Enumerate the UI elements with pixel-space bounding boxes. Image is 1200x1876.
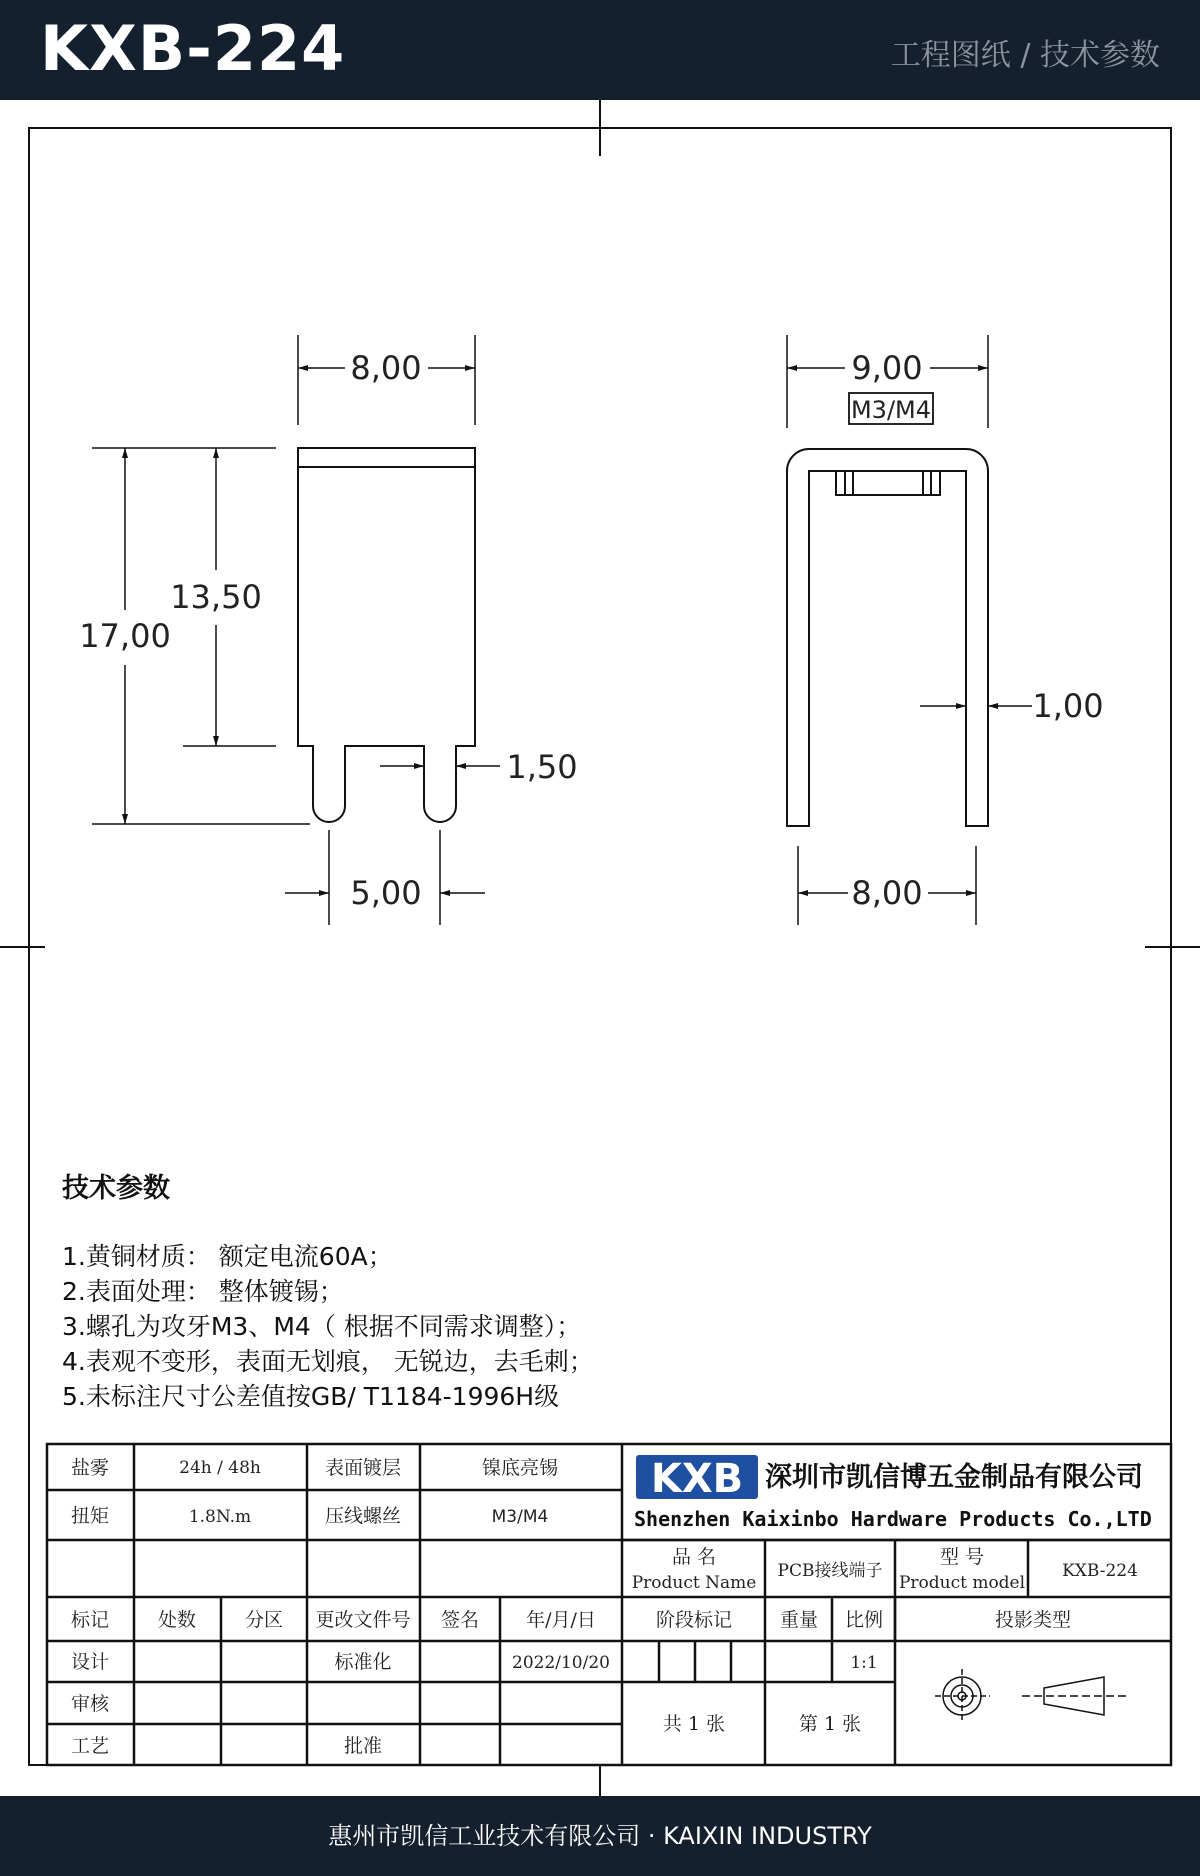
approve-label: 批准 [343, 1735, 383, 1757]
dim-front-height-total: 17,00 [79, 617, 171, 655]
product-model-label-cn: 型 号 [939, 1546, 985, 1568]
product-model-label-en: Product model [898, 1573, 1026, 1593]
row-design: 设计 [70, 1651, 110, 1673]
screw-value: M3/M4 [491, 1507, 549, 1527]
row-process: 工艺 [70, 1735, 110, 1757]
projection-symbol-icon [935, 1669, 1128, 1723]
plating-value: 镍底亮锡 [481, 1457, 559, 1479]
thread-label: M3/M4 [850, 396, 932, 424]
salt-value: 24h / 48h [179, 1458, 261, 1478]
sheet-number: 第 1 张 [798, 1713, 862, 1735]
col-date: 年/月/日 [526, 1609, 596, 1631]
col-count: 处数 [157, 1609, 197, 1631]
col-projection: 投影类型 [994, 1609, 1072, 1631]
dim-wall-thickness: 1,00 [1032, 687, 1104, 725]
specs-title: 技术参数 [62, 1173, 170, 1204]
tech-specs [62, 1166, 1112, 1414]
spec-item: 2.表面处理： 整体镀锡； [62, 1277, 344, 1306]
company-name-en: Shenzhen Kaixinbo Hardware Products Co.,LTD [634, 1507, 1152, 1531]
spec-item: 5.未标注尺寸公差值按GB/ T1184-1996H级 [62, 1382, 560, 1411]
spec-item: 4.表观不变形，表面无划痕， 无锐边，去毛刺； [62, 1347, 594, 1376]
side-outline [787, 449, 988, 826]
date-value: 2022/10/20 [512, 1653, 610, 1673]
product-model-value: KXB-224 [1062, 1561, 1138, 1581]
sheets-total: 共 1 张 [662, 1713, 726, 1735]
col-sign: 签名 [440, 1609, 480, 1631]
col-change-doc: 更改文件号 [315, 1609, 411, 1631]
dim-pin-pitch: 5,00 [350, 874, 422, 912]
spec-item: 1.黄铜材质： 额定电流60A； [62, 1242, 393, 1271]
product-name-label-cn: 品 名 [671, 1546, 717, 1568]
company-name-cn: 深圳市凯信博五金制品有限公司 [765, 1462, 1143, 1493]
torque-value: 1.8N.m [188, 1507, 252, 1527]
company-logo [636, 1455, 758, 1502]
col-stage: 阶段标记 [655, 1609, 733, 1631]
dim-pin-width: 1,50 [506, 748, 578, 786]
col-weight: 重量 [779, 1609, 819, 1631]
col-mark: 标记 [70, 1609, 110, 1631]
plating-label: 表面镀层 [324, 1457, 402, 1479]
header-bar [0, 0, 1200, 100]
dim-side-width: 9,00 [851, 349, 923, 387]
col-scale: 比例 [844, 1609, 884, 1631]
drawing-sheet [0, 100, 1200, 1796]
svg-text:KXB: KXB [650, 1456, 744, 1502]
model-title: KXB-224 [40, 12, 346, 85]
col-zone: 分区 [244, 1609, 284, 1631]
standardize-label: 标准化 [334, 1651, 392, 1673]
dim-side-bottom-width: 8,00 [851, 874, 923, 912]
header-subtitle: 工程图纸 / 技术参数 [890, 38, 1160, 73]
product-name-value: PCB接线端子 [777, 1561, 883, 1581]
dim-front-width: 8,00 [350, 349, 422, 387]
footer-text: 惠州市凯信工业技术有限公司 · KAIXIN INDUSTRY [328, 1822, 872, 1850]
salt-label: 盐雾 [70, 1457, 110, 1479]
screw-label: 压线螺丝 [324, 1505, 402, 1527]
footer-bar [0, 1796, 1200, 1876]
scale-value: 1:1 [850, 1653, 878, 1673]
row-review: 审核 [70, 1693, 110, 1715]
spec-item: 3.螺孔为攻牙M3、M4（ 根据不同需求调整）； [62, 1312, 582, 1341]
dim-front-height-body: 13,50 [170, 578, 262, 616]
product-name-label-en: Product Name [631, 1573, 757, 1593]
torque-label: 扭矩 [70, 1505, 110, 1527]
